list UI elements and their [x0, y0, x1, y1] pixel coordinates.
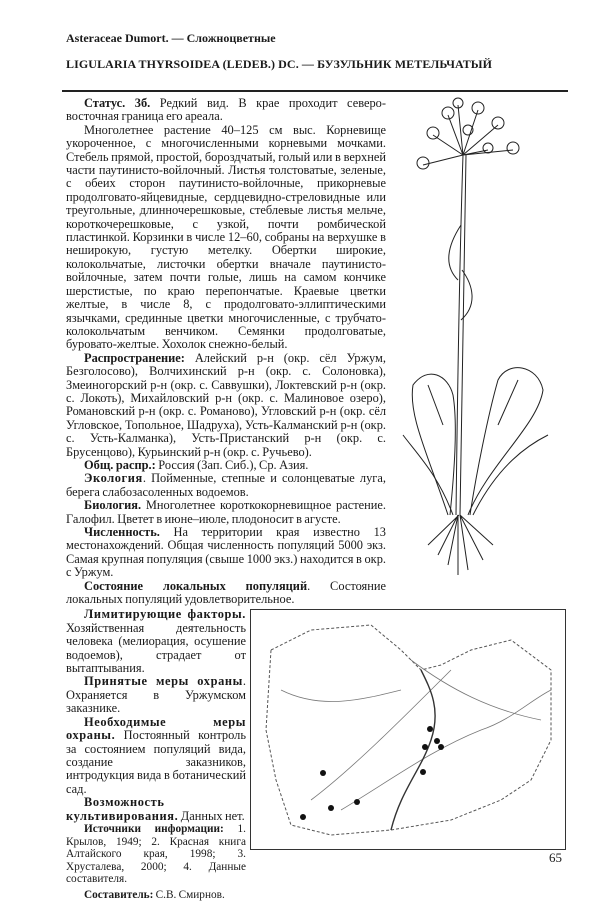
occurrence-point	[300, 814, 306, 820]
rivers	[281, 660, 551, 810]
region-outline	[266, 625, 551, 835]
limiting-label: Лимитирующие факторы.	[84, 607, 246, 622]
header-divider	[62, 90, 568, 92]
sources-text: 1. Крылов, 1949; 2. Красная книга Алтайского края, 1998; 3. Хрусталева, 2000; 4. Данные составителя.	[66, 822, 247, 886]
stem	[456, 155, 466, 515]
occurrence-point	[320, 770, 326, 776]
cultivation-text: Данных нет.	[178, 808, 245, 823]
narrow-text-column	[66, 608, 246, 901]
family-header: Asteraceae Dumort. — Сложноцветные	[66, 31, 276, 45]
general-label: Общ. распр.:	[84, 457, 156, 472]
biology-text: Многолетнее короткокорневищное растение. Галофил. Цветет в июне–июле, плодоносит в агусте.	[66, 498, 386, 526]
species-title: LIGULARIA THYRSOIDEA (LEDEB.) DC. — БУЗУЛЬНИК МЕТЕЛЬЧАТЫЙ	[66, 57, 493, 71]
biology-label: Биология.	[84, 498, 142, 513]
general-text: Россия (Зап. Сиб.), Ср. Азия.	[155, 457, 309, 472]
occurrence-point	[434, 738, 440, 744]
description-paragraph: Многолетнее растение 40–125 см выс. Корневище укороченное, с многочисленными корневыми мочками. Стебель прямой, простой, бороздчатый, голый или в верхней части паутинисто-войлочный. Листья толстоватые, зеленые, с обеих сторон паутинисто-войлочные, прикорневые продолговато-яйцевидные, сердцевидно-стреловидные или треугольные, длинночерешковые, стеблевые листья мельче, короткочерешковые, с узкой, почти ромбической пластинкой. Корзинки в числе 12–60, собраны на верхушке в неширокую, густую метелку. Обертки широкие, колокольчатые, листочки обертки вначале паутинисто-войлочные, затем почти голые, лишь на самом кончике шерстистые, по краю перепончатые. Краевые цветки желтые, в числе 8, с продолговато-эллиптическими язычками, срединные цветки многочисленные, с трубчато-колокольчатым венчиком. Семянки продолговатые, буровато-желтые. Хохолок снежно-белый.	[66, 122, 386, 352]
ecology-paragraph	[66, 472, 386, 499]
occurrence-points	[300, 726, 444, 820]
abundance-label: Численность.	[84, 525, 160, 539]
cultivation-paragraph	[66, 796, 246, 823]
limiting-text: Хозяйственная деятельность человека (мелиорация, осушение водоемов), страдает от вытаптывания.	[66, 620, 246, 676]
needed-paragraph	[66, 716, 246, 796]
distribution-paragraph	[66, 352, 386, 459]
needed-text: Постоянный контроль за состоянием популяций вида, создание заказников, интродукция вида в ботанический сад.	[66, 728, 246, 796]
border-line	[391, 670, 435, 830]
local-paragraph	[66, 580, 386, 607]
limiting-paragraph	[66, 608, 246, 675]
occurrence-point	[438, 744, 444, 750]
status-paragraph	[66, 97, 386, 124]
ecology-label: Экология	[84, 471, 143, 486]
flower-heads	[417, 98, 519, 169]
abundance-paragraph	[66, 526, 386, 580]
author-text: С.В. Смирнов.	[153, 888, 225, 901]
map-svg	[251, 610, 565, 849]
status-text: Редкий вид. В крае проходит северо-восточная граница его ареала.	[66, 96, 386, 124]
page-number: 65	[549, 850, 562, 865]
measures-label: Принятые меры охраны	[84, 674, 243, 689]
general-paragraph	[66, 459, 386, 472]
local-text: . Состояние локальных популяций удовлетворительное.	[66, 578, 386, 607]
occurrence-point	[328, 805, 334, 811]
occurrence-point	[420, 769, 426, 775]
local-label: Состояние локальных популяций	[84, 578, 308, 593]
measures-paragraph	[66, 675, 246, 715]
roots	[428, 515, 493, 575]
cultivation-label: Возможность культивирования.	[66, 795, 179, 823]
sources-label: Источники информации:	[84, 822, 224, 835]
sources-paragraph	[66, 823, 246, 886]
plant-illustration	[388, 95, 568, 595]
biology-paragraph	[66, 499, 386, 526]
status-label: Статус. 3б.	[84, 96, 151, 110]
distribution-label: Распространение:	[84, 350, 185, 365]
main-text-column	[66, 97, 386, 606]
distribution-text: Алейский р-н (окр. сёл Уржум, Безголосово), Волчихинский р-н (окр. с. Солоновка), Змеиногорский р-н (окр. с. Саввушки), Локтевский р-н (окр. с. Локоть), Михайловский р-н (окр. с. Малиновое озеро), Романовский р-н (окр. с. Романово), Угловский р-н (окр. сёл Угловское, Топольное, Шадруха), Усть-Калманский р-н (окр. с. Усть-Калманка), Усть-Пристанский р-н (окр. с. Брусенцово), Курьинский р-н (окр. с. Ручьево).	[66, 350, 386, 459]
distribution-map	[250, 609, 566, 850]
abundance-text: На территории края известно 13 местонахождений. Общая численность популяций 5000 экз. Самая крупная популяция (свыше 1000 экз.) находится в окр. с Уржум.	[66, 525, 386, 580]
author-label: Составитель:	[84, 888, 154, 901]
occurrence-point	[422, 744, 428, 750]
needed-label: Необходимые меры охраны.	[66, 714, 246, 743]
ecology-text: . Пойменные, степные и солонцеватые луга, берега слабозасоленных водоемов.	[66, 471, 386, 499]
measures-text: . Охраняется в Уржумском заказнике.	[66, 674, 246, 716]
author-paragraph	[66, 889, 246, 902]
occurrence-point	[427, 726, 433, 732]
basal-leaves	[403, 368, 548, 515]
occurrence-point	[354, 799, 360, 805]
